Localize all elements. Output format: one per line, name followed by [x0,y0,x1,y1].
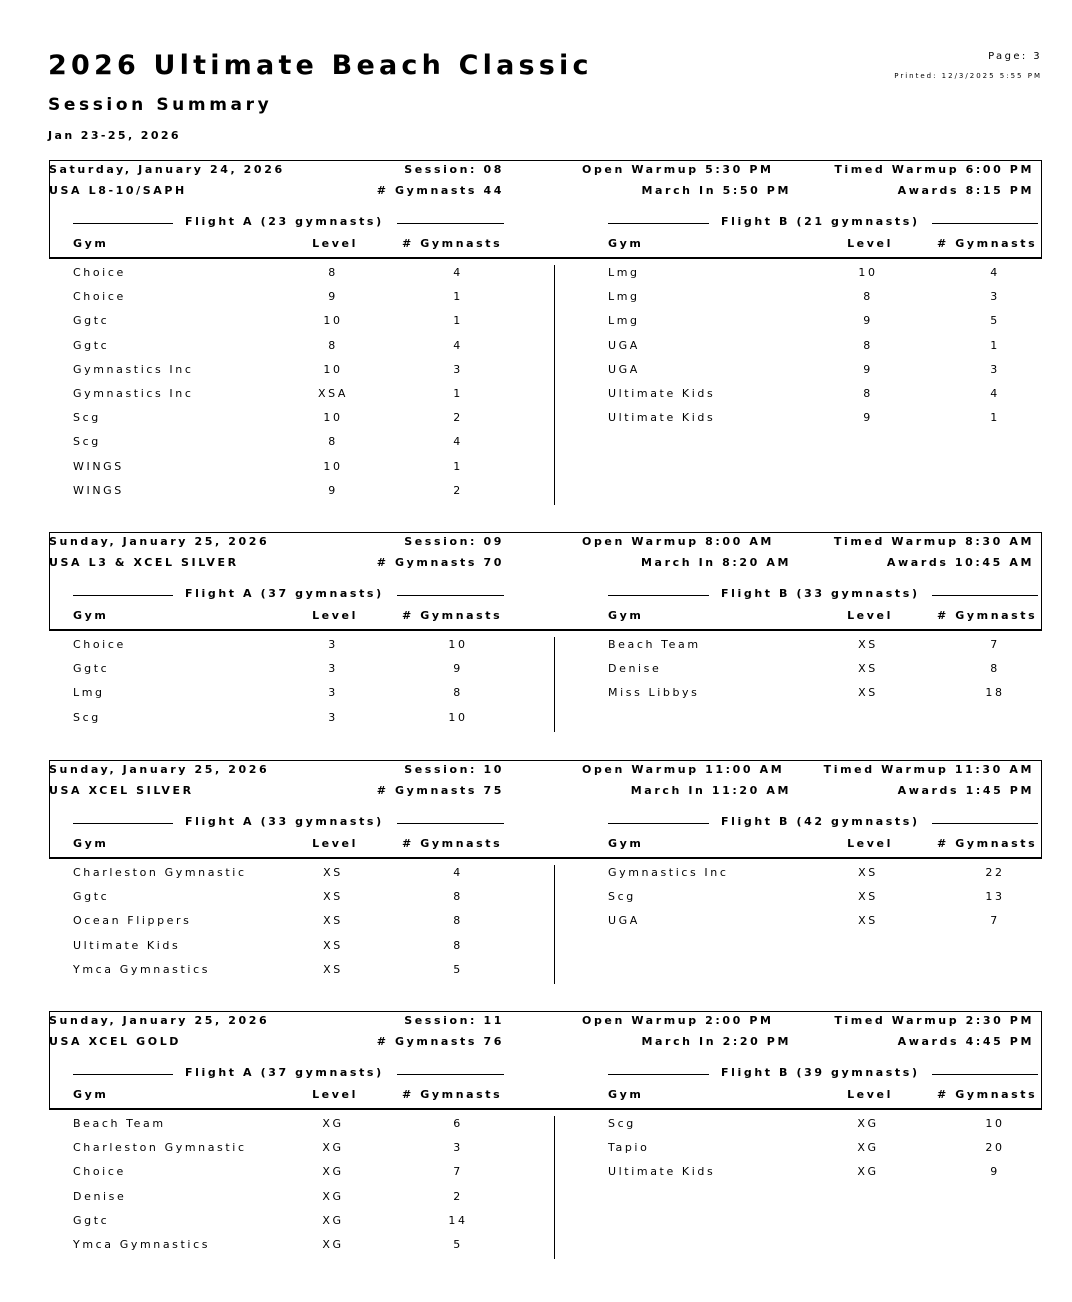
gym-count: 1 [453,459,463,473]
march-in: March In 2:20 PM [641,1035,791,1048]
gym-name: Lmg [608,266,640,279]
col-header-count: # Gymnasts [937,237,1038,250]
gym-name: Choice [73,266,126,279]
gym-name: Choice [73,1165,126,1179]
session-level: USA L3 & XCEL SILVER [49,556,239,569]
gym-name: Denise [608,662,662,676]
gym-level: XS [323,962,343,976]
col-header-level: Level [847,837,893,850]
session-gymnasts: # Gymnasts 70 [376,556,504,569]
gym-level: 8 [328,435,338,449]
gym-name: Ocean Flippers [73,914,192,928]
flight-b-rule-left [608,223,709,224]
col-header-gym: Gym [608,609,644,622]
gym-count: 10 [985,1117,1005,1130]
col-header-gym: Gym [73,237,109,250]
gym-count: 18 [985,686,1005,700]
gym-name: Ymca Gymnastics [73,1238,211,1251]
open-warmup: Open Warmup 5:30 PM [582,163,774,176]
gym-level: XS [858,866,878,879]
gym-count: 4 [453,266,463,279]
gym-level: XG [322,1141,344,1155]
gym-count: 6 [453,1117,463,1130]
gym-level: 9 [863,362,873,376]
timed-warmup: Timed Warmup 8:30 AM [833,535,1034,548]
gym-count: 14 [448,1213,468,1227]
col-header-gym: Gym [608,837,644,850]
gym-count: 2 [453,411,463,425]
gym-count: 1 [990,338,1000,352]
gym-name: WINGS [73,483,124,497]
gym-name: Beach Team [608,638,701,651]
col-header-level: Level [312,237,358,250]
gym-name: Beach Team [73,1117,166,1130]
gym-name: Ggtc [73,314,110,328]
gym-level: XS [323,890,343,904]
flight-b-label: Flight B (39 gymnasts) [721,1066,920,1079]
printed-timestamp: Printed: 12/3/2025 5:55 PM [894,72,1042,80]
flight-b-rule-right [932,1074,1038,1075]
gym-name: Choice [73,290,126,304]
gym-name: Scg [608,890,636,904]
col-header-count: # Gymnasts [402,1088,503,1101]
gym-level: 10 [323,459,343,473]
flight-a-rule-left [73,1074,173,1075]
gym-count: 9 [990,1165,1000,1179]
session-number: Session: 08 [404,163,504,176]
gym-name: UGA [608,914,640,928]
session-day: Sunday, January 25, 2026 [49,1014,270,1027]
flight-a-label: Flight A (37 gymnasts) [185,587,384,600]
flight-b-rule-right [932,595,1038,596]
gym-name: Lmg [608,314,640,328]
session-gymnasts: # Gymnasts 75 [376,784,504,797]
session-day: Sunday, January 25, 2026 [49,535,270,548]
gym-name: Tapio [608,1141,650,1155]
col-header-level: Level [847,609,893,622]
gym-level: XG [322,1189,344,1203]
gym-level: XS [323,866,343,879]
flight-a-rule-left [73,595,173,596]
gym-name: Ggtc [73,662,110,676]
gym-level: XS [858,890,878,904]
page-number: Page: 3 [988,51,1042,62]
gym-level: 3 [328,686,338,700]
gym-count: 3 [453,1141,463,1155]
awards-time: Awards 1:45 PM [897,784,1034,797]
gym-count: 5 [453,1238,463,1251]
report-dates: Jan 23-25, 2026 [48,129,181,142]
gym-count: 4 [453,338,463,352]
flight-a-label: Flight A (23 gymnasts) [185,215,384,228]
open-warmup: Open Warmup 2:00 PM [582,1014,774,1027]
session-number: Session: 09 [404,535,504,548]
gym-level: 9 [863,314,873,328]
gym-name: Ymca Gymnastics [73,962,211,976]
gym-count: 8 [453,890,463,904]
gym-count: 3 [453,362,463,376]
gym-name: Gymnastics Inc [73,362,194,376]
open-warmup: Open Warmup 11:00 AM [582,763,785,776]
gym-level: 8 [328,338,338,352]
gym-name: Scg [73,411,101,425]
gym-count: 8 [453,914,463,928]
flight-b-rule-left [608,823,709,824]
gym-level: 9 [328,483,338,497]
gym-name: Gymnastics Inc [608,866,729,879]
session-level: USA XCEL GOLD [49,1035,182,1048]
gym-name: Ggtc [73,890,110,904]
col-header-gym: Gym [608,1088,644,1101]
gym-level: XG [857,1117,879,1130]
march-in: March In 11:20 AM [630,784,791,797]
flight-divider [554,865,555,984]
gym-count: 4 [990,387,1000,400]
col-header-level: Level [312,609,358,622]
gym-level: 3 [328,710,338,724]
gym-count: 3 [990,362,1000,376]
session-gymnasts: # Gymnasts 44 [376,184,504,197]
gym-name: Choice [73,638,126,651]
gym-name: Scg [73,710,101,724]
gym-count: 1 [453,314,463,328]
col-header-gym: Gym [608,237,644,250]
gym-name: Charleston Gymnastic [73,1141,247,1155]
flight-b-label: Flight B (33 gymnasts) [721,587,920,600]
awards-time: Awards 4:45 PM [897,1035,1034,1048]
report-title: 2026 Ultimate Beach Classic [48,50,593,81]
flight-a-rule-left [73,823,173,824]
gym-level: 8 [863,338,873,352]
gym-name: Ggtc [73,1213,110,1227]
gym-level: 9 [328,290,338,304]
gym-count: 20 [985,1141,1005,1155]
gym-level: XG [322,1117,344,1130]
flight-b-label: Flight B (21 gymnasts) [721,215,920,228]
timed-warmup: Timed Warmup 6:00 PM [834,163,1034,176]
col-header-level: Level [312,1088,358,1101]
session-day: Sunday, January 25, 2026 [49,763,270,776]
report-subtitle: Session Summary [48,95,273,115]
gym-count: 4 [990,266,1000,279]
gym-level: 9 [863,411,873,425]
gym-level: XG [322,1165,344,1179]
col-header-gym: Gym [73,837,109,850]
flight-a-label: Flight A (37 gymnasts) [185,1066,384,1079]
flight-a-rule-right [397,223,504,224]
gym-level: XS [858,914,878,928]
gym-level: 8 [328,266,338,279]
flight-b-rule-right [932,223,1038,224]
gym-name: Miss Libbys [608,686,700,700]
gym-level: XS [323,914,343,928]
flight-a-rule-right [397,595,504,596]
gym-level: XS [858,686,878,700]
gym-name: Ggtc [73,338,110,352]
flight-a-label: Flight A (33 gymnasts) [185,815,384,828]
col-header-count: # Gymnasts [402,609,503,622]
gym-level: XG [322,1213,344,1227]
gym-name: Charleston Gymnastic [73,866,247,879]
gym-level: XG [857,1141,879,1155]
gym-count: 10 [448,638,468,651]
gym-count: 10 [448,710,468,724]
flight-a-rule-left [73,223,173,224]
gym-count: 7 [990,914,1000,928]
col-header-level: Level [847,237,893,250]
gym-count: 1 [453,290,463,304]
flight-a-rule-right [397,823,504,824]
gym-name: UGA [608,338,640,352]
col-header-level: Level [312,837,358,850]
session-number: Session: 10 [404,763,504,776]
gym-count: 5 [453,962,463,976]
session-gymnasts: # Gymnasts 76 [376,1035,504,1048]
flight-b-rule-right [932,823,1038,824]
session-level: USA XCEL SILVER [49,784,194,797]
gym-count: 9 [453,662,463,676]
flight-divider [554,265,555,505]
march-in: March In 5:50 PM [641,184,791,197]
gym-level: 8 [863,387,873,400]
gym-count: 8 [990,662,1000,676]
gym-count: 4 [453,435,463,449]
gym-count: 7 [453,1165,463,1179]
gym-level: XG [322,1238,344,1251]
gym-count: 13 [985,890,1005,904]
gym-count: 8 [453,686,463,700]
col-header-count: # Gymnasts [937,837,1038,850]
gym-name: WINGS [73,459,124,473]
timed-warmup: Timed Warmup 2:30 PM [834,1014,1034,1027]
flight-divider [554,637,555,732]
col-header-count: # Gymnasts [402,237,503,250]
flight-divider [554,1116,555,1259]
gym-level: XS [858,662,878,676]
flight-b-label: Flight B (42 gymnasts) [721,815,920,828]
gym-level: 3 [328,662,338,676]
gym-name: UGA [608,362,640,376]
gym-count: 2 [453,483,463,497]
gym-count: 3 [990,290,1000,304]
col-header-count: # Gymnasts [937,609,1038,622]
gym-name: Ultimate Kids [608,387,716,400]
flight-b-rule-left [608,595,709,596]
gym-name: Ultimate Kids [608,1165,716,1179]
gym-name: Ultimate Kids [73,938,181,952]
session-day: Saturday, January 24, 2026 [49,163,285,176]
gym-name: Scg [608,1117,636,1130]
col-header-count: # Gymnasts [402,837,503,850]
col-header-gym: Gym [73,1088,109,1101]
march-in: March In 8:20 AM [641,556,791,569]
session-level: USA L8-10/SAPH [49,184,187,197]
flight-b-rule-left [608,1074,709,1075]
awards-time: Awards 10:45 AM [886,556,1034,569]
session-number: Session: 11 [404,1014,504,1027]
gym-count: 2 [453,1189,463,1203]
flight-a-rule-right [397,1074,504,1075]
gym-name: Ultimate Kids [608,411,716,425]
gym-level: XSA [317,387,349,400]
gym-name: Scg [73,435,101,449]
gym-level: 8 [863,290,873,304]
gym-name: Lmg [608,290,640,304]
gym-level: XG [857,1165,879,1179]
col-header-level: Level [847,1088,893,1101]
awards-time: Awards 8:15 PM [897,184,1034,197]
gym-count: 8 [453,938,463,952]
gym-count: 1 [453,387,463,400]
col-header-count: # Gymnasts [937,1088,1038,1101]
gym-level: 10 [323,314,343,328]
gym-count: 5 [990,314,1000,328]
timed-warmup: Timed Warmup 11:30 AM [823,763,1034,776]
gym-level: 10 [323,362,343,376]
gym-name: Denise [73,1189,127,1203]
gym-level: 10 [858,266,878,279]
gym-count: 22 [985,866,1005,879]
gym-level: XS [858,638,878,651]
gym-level: 10 [323,411,343,425]
col-header-gym: Gym [73,609,109,622]
gym-count: 7 [990,638,1000,651]
gym-count: 1 [990,411,1000,425]
open-warmup: Open Warmup 8:00 AM [582,535,774,548]
gym-level: XS [323,938,343,952]
gym-name: Gymnastics Inc [73,387,194,400]
gym-count: 4 [453,866,463,879]
gym-level: 3 [328,638,338,651]
gym-name: Lmg [73,686,105,700]
